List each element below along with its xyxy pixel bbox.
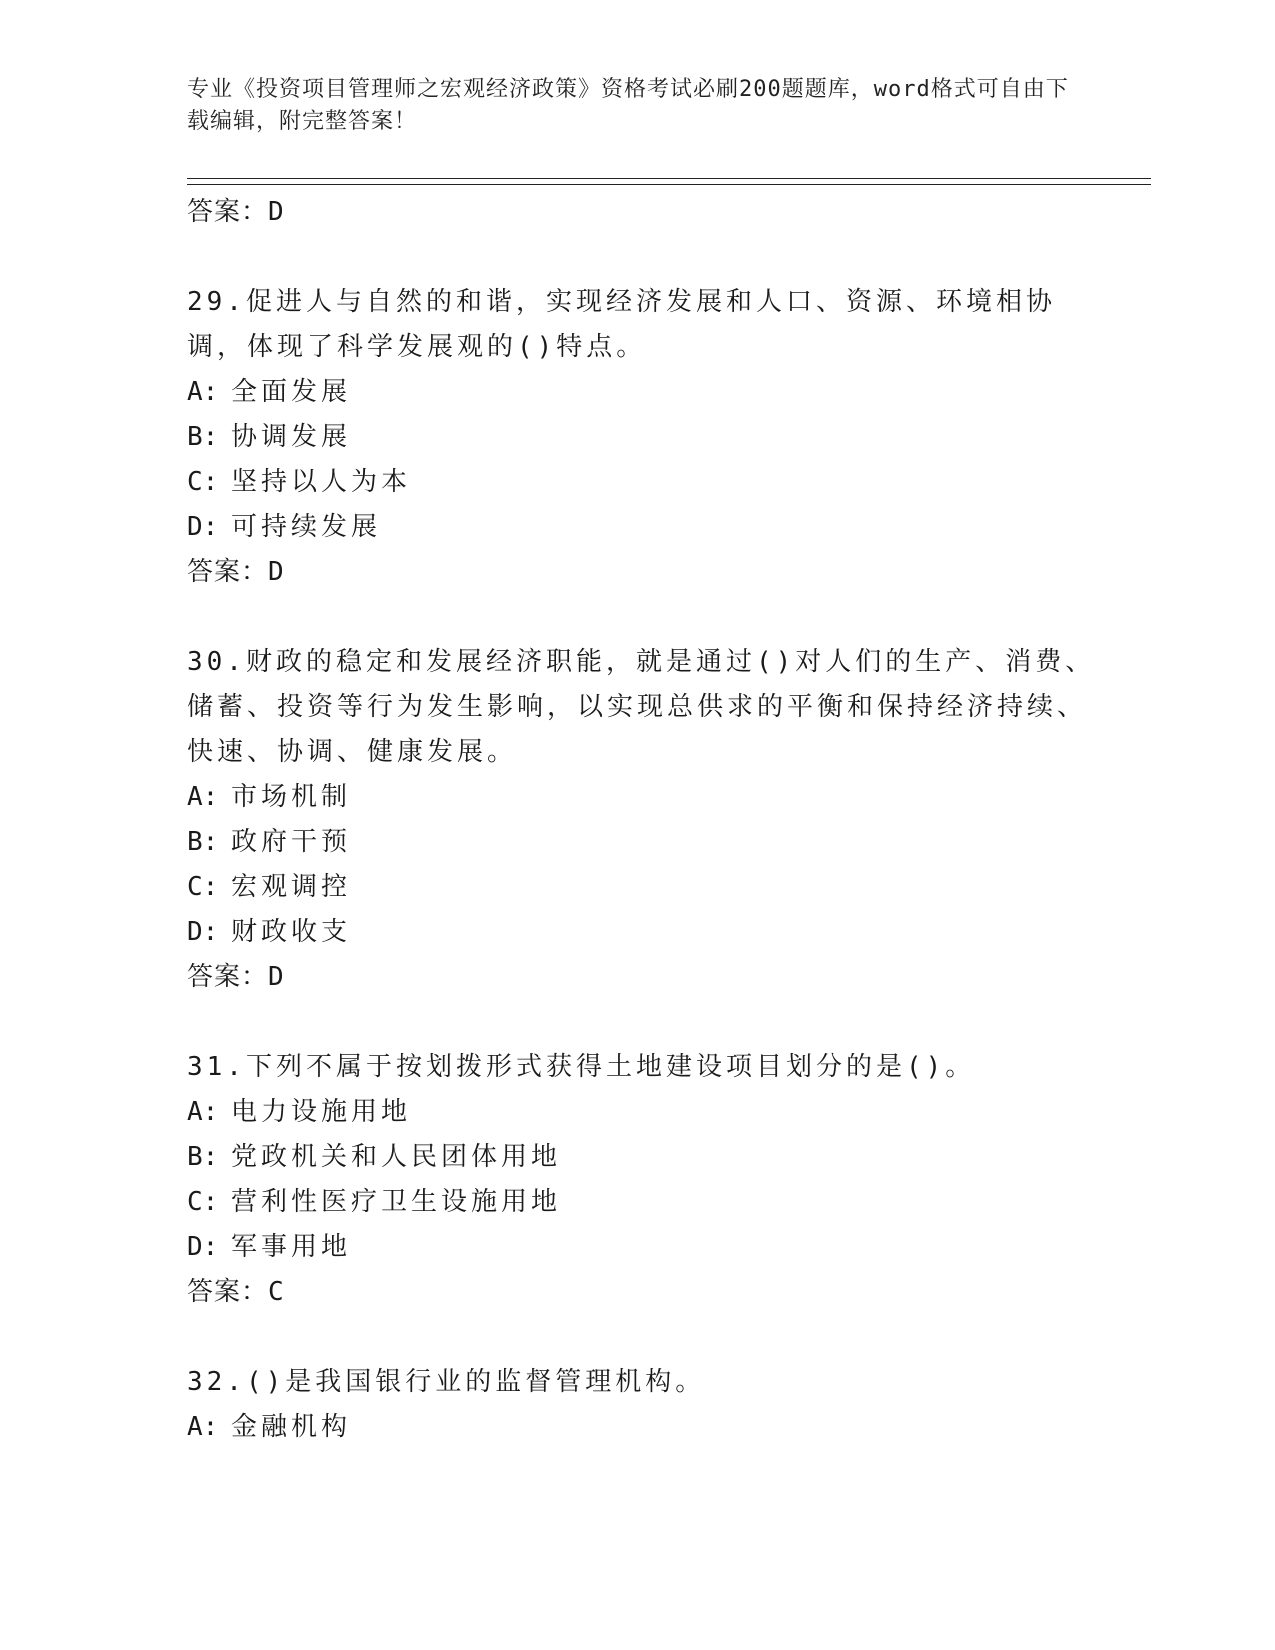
option-key: B:: [187, 1142, 219, 1172]
answer-line: 答案：C: [187, 1277, 285, 1307]
header-double-rule: [187, 178, 1151, 185]
option-key: C:: [187, 1187, 219, 1217]
option-key: D:: [187, 1232, 219, 1262]
option-c: [187, 865, 1107, 910]
question-item: [187, 1045, 1107, 1315]
option-key: D:: [187, 512, 219, 542]
option-b: [187, 1135, 1107, 1180]
option-text: 坚持以人为本: [231, 467, 412, 497]
option-text: 协调发展: [231, 422, 352, 452]
option-b: [187, 820, 1107, 865]
option-key: C:: [187, 467, 219, 497]
option-key: B:: [187, 422, 219, 452]
option-d: [187, 1225, 1107, 1270]
question-stem: 32.()是我国银行业的监督管理机构。: [187, 1367, 706, 1397]
answer-line: 答案：D: [187, 962, 285, 992]
option-text: 营利性医疗卫生设施用地: [231, 1187, 562, 1217]
page-header-title: 专业《投资项目管理师之宏观经济政策》资格考试必刷200题题库，word格式可自由下载编辑，附完整答案！: [187, 77, 1069, 134]
option-text: 全面发展: [231, 377, 352, 407]
option-d: [187, 505, 1107, 550]
option-text: 军事用地: [231, 1232, 352, 1262]
option-text: 宏观调控: [231, 872, 352, 902]
option-text: 电力设施用地: [231, 1097, 412, 1127]
option-key: A:: [187, 377, 219, 407]
question-stem: 30.财政的稳定和发展经济职能，就是通过()对人们的生产、消费、储蓄、投资等行为发生影响，以实现总供求的平衡和保持经济持续、快速、协调、健康发展。: [187, 647, 1096, 767]
option-c: [187, 460, 1107, 505]
option-key: A:: [187, 1097, 219, 1127]
option-text: 政府干预: [231, 827, 352, 857]
question-stem: 29.促进人与自然的和谐，实现经济发展和人口、资源、环境相协调，体现了科学发展观的()特点。: [187, 287, 1056, 362]
option-key: C:: [187, 872, 219, 902]
option-c: [187, 1180, 1107, 1225]
option-text: 财政收支: [231, 917, 352, 947]
option-b: [187, 415, 1107, 460]
question-stem: 31.下列不属于按划拨形式获得土地建设项目划分的是()。: [187, 1052, 976, 1082]
question-item: [187, 280, 1107, 595]
option-a: [187, 1405, 1107, 1450]
question-item: [187, 1360, 1107, 1450]
option-text: 可持续发展: [231, 512, 382, 542]
question-list: [187, 190, 1107, 1450]
option-a: [187, 775, 1107, 820]
answer-line: 答案：D: [187, 557, 285, 587]
answer-line: 答案：D: [187, 197, 285, 227]
option-key: B:: [187, 827, 219, 857]
option-text: 党政机关和人民团体用地: [231, 1142, 562, 1172]
question-item: [187, 640, 1107, 1000]
option-a: [187, 370, 1107, 415]
option-key: A:: [187, 782, 219, 812]
option-a: [187, 1090, 1107, 1135]
option-d: [187, 910, 1107, 955]
option-text: 金融机构: [231, 1412, 352, 1442]
option-key: A:: [187, 1412, 219, 1442]
option-key: D:: [187, 917, 219, 947]
option-text: 市场机制: [231, 782, 352, 812]
